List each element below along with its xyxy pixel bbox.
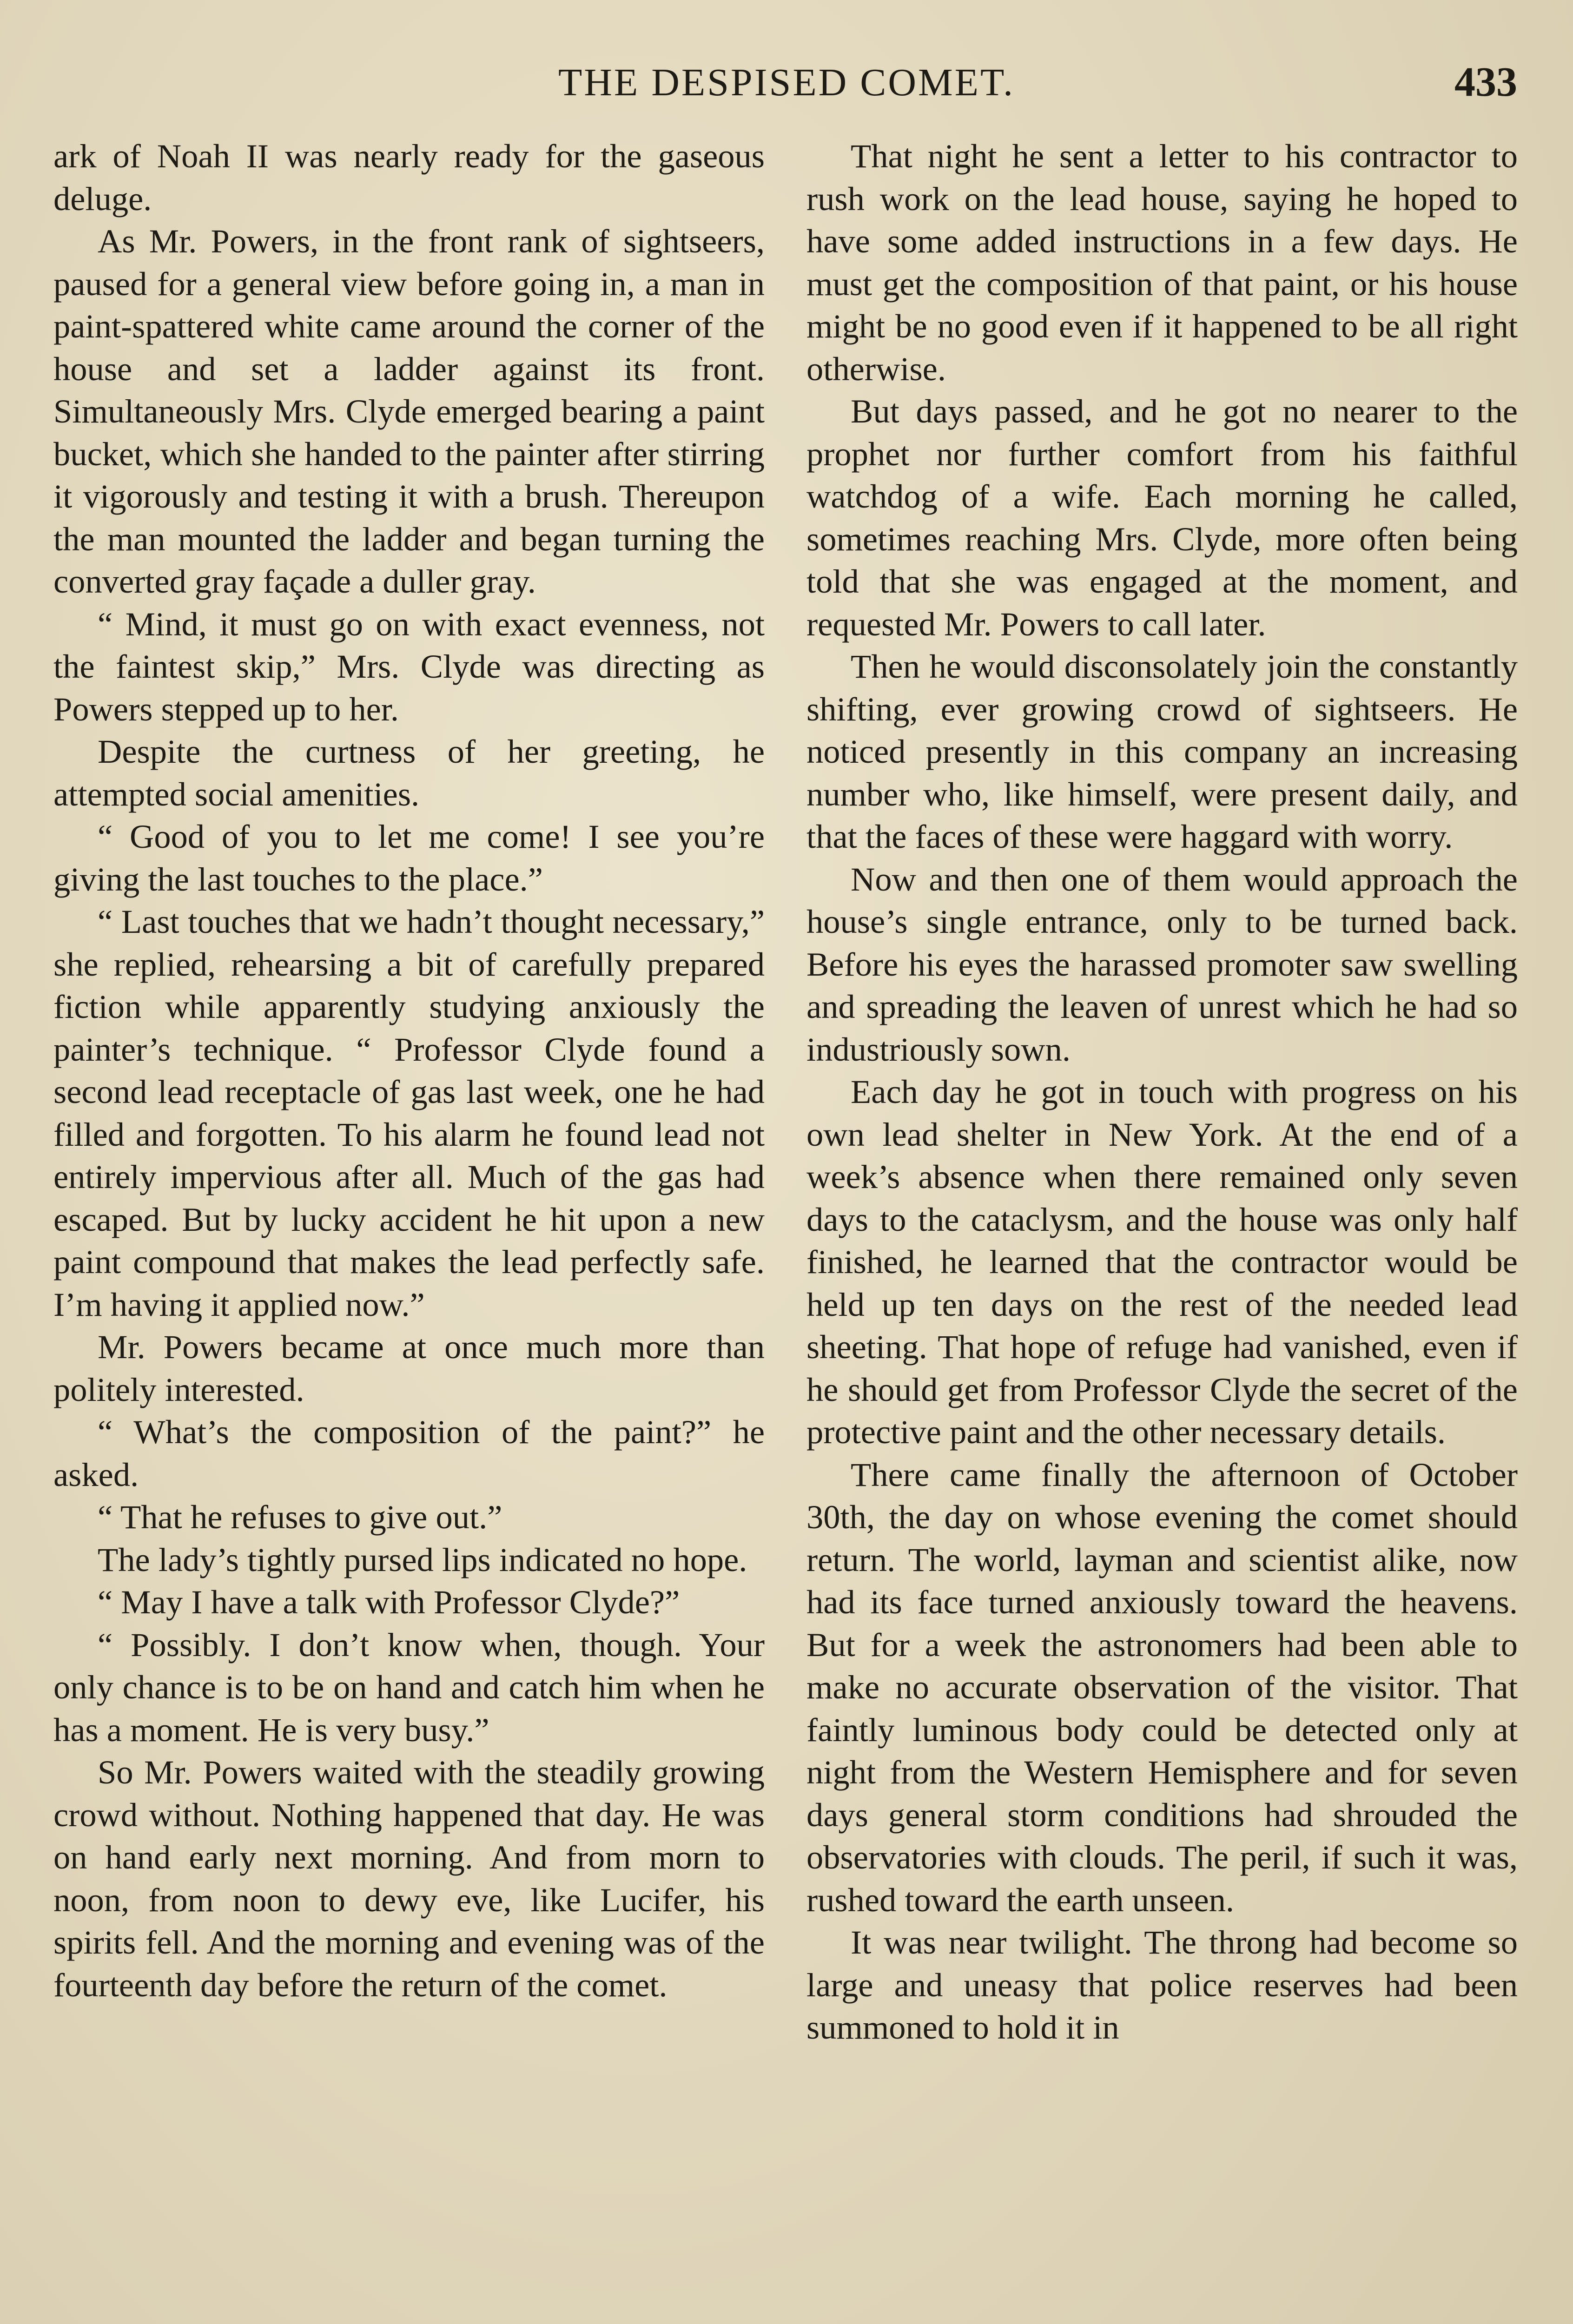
- left-column: [53, 135, 765, 2324]
- paragraph: “ That he refuses to give out.”: [98, 1498, 502, 1536]
- paragraph: Each day he got in touch with progress on his own lead shelter in New York. At the end of a week’s absence when there remained only seven days to the cataclysm, and the house was only half finished, he learned that the contractor would be held up ten days on the rest of the needed lead sheeting. That hope of refuge had vanished, even if he should get from Professor Clyde the secret of the protective paint and the other necessary details.: [806, 1073, 1518, 1451]
- running-title: THE DESPISED COMET.: [558, 61, 1015, 104]
- page-header: [56, 49, 1517, 119]
- paragraph: Mr. Powers became at once much more than politely interested.: [53, 1328, 765, 1408]
- paragraph: The lady’s tightly pursed lips indicated no hope.: [98, 1540, 747, 1578]
- paragraph: ark of Noah II was nearly ready for the gaseous deluge.: [53, 137, 765, 218]
- paragraph: “ What’s the composition of the paint?” he asked.: [53, 1413, 765, 1493]
- paragraph: As Mr. Powers, in the front rank of sightseers, paused for a general view before going in, a man in paint-spattered white came around the corner of the house and set a ladder against its front. Simultaneously Mrs. Clyde emerged bearing a paint bucket, which she handed to the painter after stirring it vigorously and testing it with a brush. Thereupon the man mounted the ladder and began turning the converted gray façade a duller gray.: [53, 222, 765, 600]
- paragraph: “ Last touches that we hadn’t thought necessary,” she replied, rehearsing a bit of carefully prepared fiction while apparently studying anxiously the painter’s technique. “ Professor Clyde found a second lead receptacle of gas last week, one he had filled and forgotten. To his alarm he found lead not entirely impervious after all. Much of the gas had escaped. But by lucky accident he hit upon a new paint compound that makes the lead perfectly safe. I’m having it applied now.”: [53, 903, 765, 1323]
- paragraph: “ Possibly. I don’t know when, though. Your only chance is to be on hand and catch him when he has a moment. He is very busy.”: [53, 1625, 765, 1749]
- paragraph: But days passed, and he got no nearer to the prophet nor further comfort from his faithful watchdog of a wife. Each morning he called, sometimes reaching Mrs. Clyde, more often being told that she was engaged at the moment, and requested Mr. Powers to call later.: [806, 392, 1518, 643]
- paragraph: “ May I have a talk with Professor Clyde?”: [98, 1583, 680, 1621]
- paragraph: Then he would disconsolately join the constantly shifting, ever growing crowd of sightseers. He noticed presently in this company an increasing number who, like himself, were present daily, and that the faces of these were haggard with worry.: [806, 647, 1518, 855]
- paragraph: There came finally the afternoon of October 30th, the day on whose evening the comet should return. The world, layman and scientist alike, now had its face turned anxiously toward the heavens. But for a week the astronomers had been able to make no accurate observation of the visitor. That faintly luminous body could be detected only at night from the Western Hemisphere and for seven days general storm conditions had shrouded the observatories with clouds. The peril, if such it was, rushed toward the earth unseen.: [806, 1455, 1518, 1919]
- paragraph: “ Mind, it must go on with exact evenness, not the faintest skip,” Mrs. Clyde was directing as Powers stepped up to her.: [53, 605, 765, 728]
- right-column: [806, 135, 1518, 2324]
- paragraph: It was near twilight. The throng had become so large and uneasy that police reserves had been summoned to hold it in: [806, 1923, 1518, 2046]
- paragraph: “ Good of you to let me come! I see you’re giving the last touches to the place.”: [53, 818, 765, 898]
- paragraph: Despite the curtness of her greeting, he attempted social amenities.: [53, 733, 765, 813]
- paragraph: So Mr. Powers waited with the steadily growing crowd without. Nothing happened that day. He was on hand early next morning. And from morn to noon, from noon to dewy eve, like Lucifer, his spirits fell. And the morning and evening was of the fourteenth day before the return of the comet.: [53, 1753, 765, 2004]
- text-columns: [53, 135, 1518, 2324]
- page-number: 433: [1454, 59, 1517, 105]
- paragraph: That night he sent a letter to his contractor to rush work on the lead house, saying he hoped to have some added instructions in a few days. He must get the composition of that paint, or his house might be no good even if it happened to be all right otherwise.: [806, 137, 1518, 388]
- paragraph: Now and then one of them would approach the house’s single entrance, only to be turned back. Before his eyes the harassed promoter saw swelling and spreading the leaven of unrest which he had so industriously sown.: [806, 860, 1518, 1068]
